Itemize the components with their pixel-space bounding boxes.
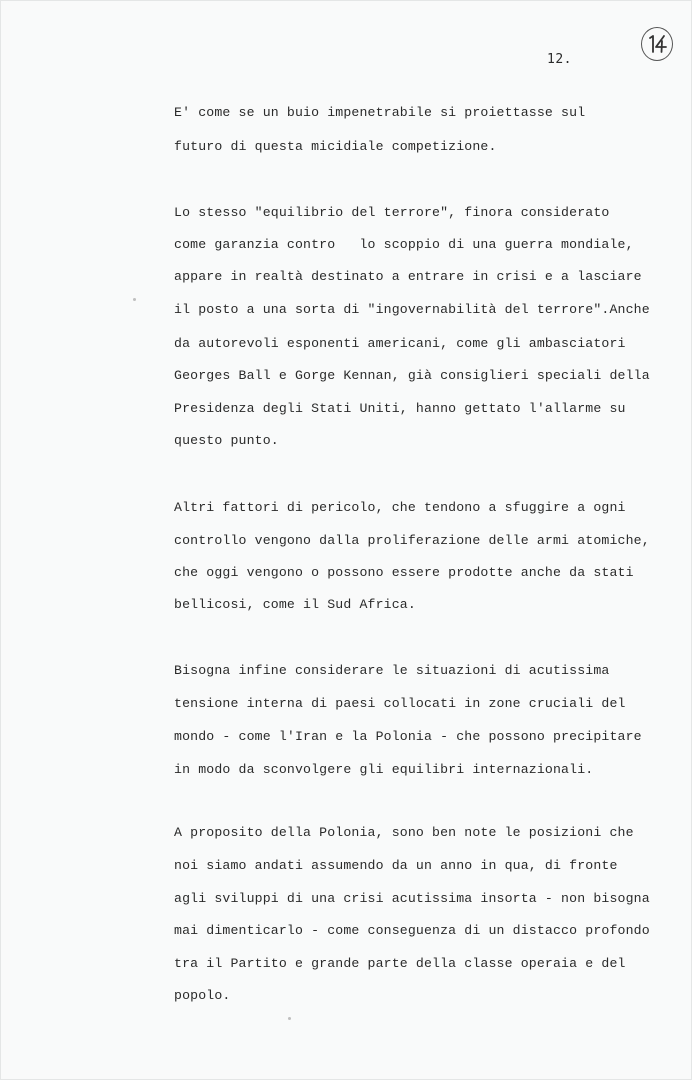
text-line: futuro di questa micidiale competizione. (174, 139, 497, 154)
archive-stamp (641, 27, 673, 61)
text-line: appare in realtà destinato a entrare in crisi e a lasciare (174, 269, 642, 284)
text-line: mondo - come l'Iran e la Polonia - che possono precipitare (174, 729, 642, 744)
text-line: tra il Partito e grande parte della classe operaia e del (174, 956, 626, 971)
text-line: A proposito della Polonia, sono ben note le posizioni che (174, 825, 634, 840)
text-line: agli sviluppi di una crisi acutissima insorta - non bisogna (174, 891, 650, 906)
text-line: che oggi vengono o possono essere prodotte anche da stati (174, 565, 634, 580)
text-line: da autorevoli esponenti americani, come gli ambasciatori (174, 336, 626, 351)
text-line: in modo da sconvolgere gli equilibri internazionali. (174, 762, 594, 777)
text-line: come garanzia contro lo scoppio di una guerra mondiale, (174, 237, 634, 252)
page-number: 12. (547, 52, 572, 67)
handwritten-number-icon (644, 31, 670, 57)
text-line: il posto a una sorta di "ingovernabilità del terrore".Anche (174, 302, 650, 317)
scan-speck (288, 1017, 291, 1020)
text-line: Lo stesso "equilibrio del terrore", finora considerato (174, 205, 610, 220)
text-line: controllo vengono dalla proliferazione delle armi atomiche, (174, 533, 650, 548)
text-line: Georges Ball e Gorge Kennan, già consiglieri speciali della (174, 368, 650, 383)
text-line: mai dimenticarlo - come conseguenza di un distacco profondo (174, 923, 650, 938)
text-line: popolo. (174, 988, 231, 1003)
text-line: noi siamo andati assumendo da un anno in qua, di fronte (174, 858, 618, 873)
scan-speck (133, 298, 136, 301)
text-line: Presidenza degli Stati Uniti, hanno gettato l'allarme su (174, 401, 626, 416)
text-line: questo punto. (174, 433, 279, 448)
text-line: E' come se un buio impenetrabile si proiettasse sul (174, 105, 586, 120)
text-line: Altri fattori di pericolo, che tendono a sfuggire a ogni (174, 500, 626, 515)
text-line: Bisogna infine considerare le situazioni di acutissima (174, 663, 610, 678)
text-line: tensione interna di paesi collocati in zone cruciali del (174, 696, 626, 711)
text-line: bellicosi, come il Sud Africa. (174, 597, 416, 612)
